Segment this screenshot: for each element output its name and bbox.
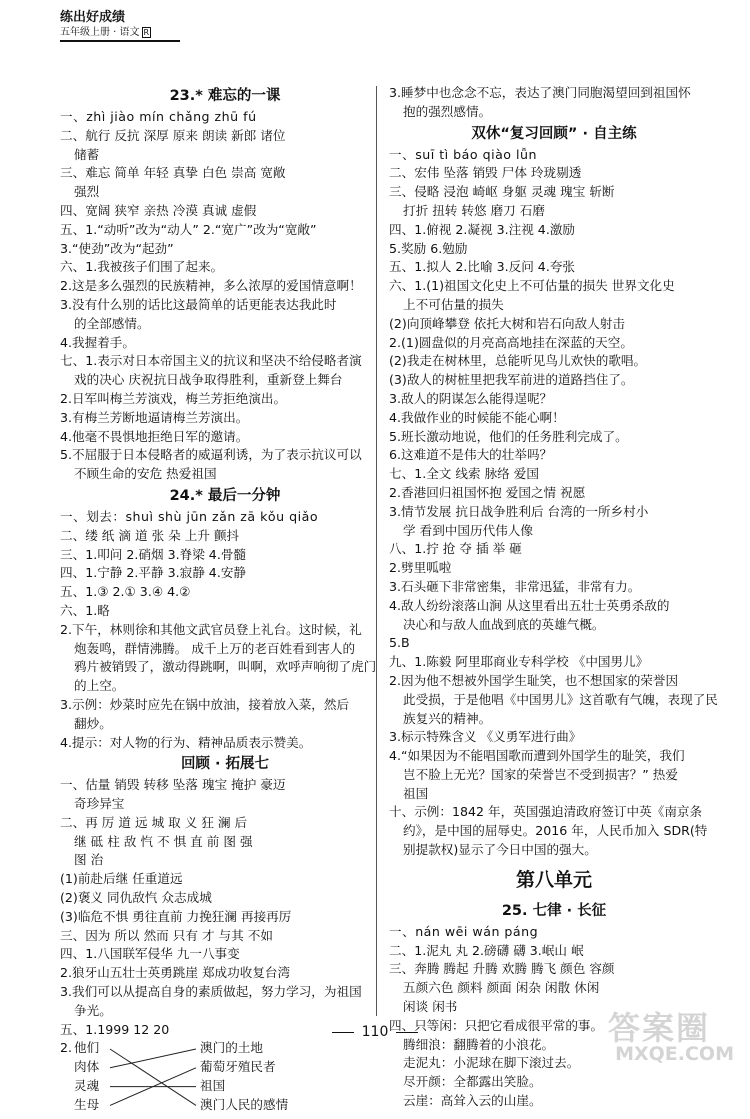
- answer-line: 3.我们可以从提高自身的素质做起，努力学习，为祖国: [60, 984, 362, 1000]
- answer-line: 4.我握着手。: [60, 334, 135, 350]
- answer-line: 八、1.拧 抢 夺 插 举 砸: [389, 541, 522, 557]
- answer-line: 3.示例：炒菜时应先在锅中放油，接着放入菜，然后: [60, 696, 350, 712]
- header-rule: [60, 40, 180, 42]
- edition-badge: R: [143, 27, 150, 37]
- answer-line: 二、再 厉 道 远 城 取 义 狂 澜 后: [60, 814, 248, 830]
- answer-line: (3)敌人的树桩里把我军前进的道路挡住了。: [389, 372, 634, 388]
- answer-line-continued: 争光。: [74, 1002, 112, 1018]
- answer-line: 二、航行 反抗 深厚 原来 朗读 新郎 诸位: [60, 127, 286, 143]
- answer-line-continued: 炮轰鸣，群情沸腾。 成千上万的老百姓看到害人的: [74, 640, 356, 656]
- answer-line: 七、1.全文 线索 脉络 爱国: [389, 466, 539, 482]
- answer-line-continued: 决心和与敌人血战到底的英雄气概。: [403, 616, 605, 632]
- answer-line-continued: 抱的强烈感情。: [403, 103, 492, 119]
- answer-line: 3.没有什么别的话比这最简单的话更能表达我此时: [60, 296, 337, 312]
- answer-line: (2)我走在树林里，总能听见鸟儿欢快的歌唱。: [389, 353, 647, 369]
- answer-line: 4.“如果因为不能唱国歌而遭到外国学生的耻笑，我们: [389, 748, 685, 764]
- page-dash-right: [396, 1032, 418, 1033]
- matching-right-item: 葡萄牙殖民者: [200, 1059, 276, 1075]
- answer-line: 3.敌人的阴谋怎么能得逞呢？: [389, 390, 553, 406]
- right-column: [389, 84, 719, 1111]
- answer-line-continued: 的上空。: [74, 678, 125, 694]
- book-header: [60, 10, 190, 42]
- grade-subject: [60, 26, 190, 39]
- answer-line-continued: 此受损，于是他唱《中国男儿》这首歌有气魄，表现了民: [403, 691, 718, 707]
- matching-right-item: 澳门的土地: [200, 1040, 263, 1056]
- answer-line: 四、宽阔 狭窄 亲热 冷漠 真诚 虚假: [60, 202, 257, 218]
- answer-line-continued: 腾细浪：翻腾着的小浪花。: [403, 1036, 555, 1052]
- answer-line: 6.这难道不是伟大的壮举吗？: [389, 447, 553, 463]
- column-divider: [376, 86, 377, 1016]
- answer-line-continued: 图 治: [74, 852, 104, 868]
- answer-line-continued: 别提款权)显示了今日中国的强大。: [403, 842, 597, 858]
- answer-line: 三、难忘 简单 年轻 真挚 白色 崇高 宽敞: [60, 165, 286, 181]
- answer-line: 2.下午，林则徐和其他文武官员登上礼台。这时候，礼: [60, 621, 362, 637]
- answer-line: 3.情节发展 抗日战争胜利后 台湾的一所乡村小: [389, 503, 649, 519]
- answer-line: 3.睡梦中也念念不忘，表达了澳门同胞渴望回到祖国怀: [389, 85, 691, 100]
- answer-line: 3.石头砸下非常密集，非常迅猛，非常有力。: [389, 578, 641, 594]
- answer-line: 2.因为他不想被外国学生耻笑，也不想国家的荣誉因: [389, 672, 679, 688]
- page-dash-left: [332, 1032, 354, 1033]
- pinyin-line: 一、suī tì báo qiào lǚn: [389, 146, 537, 162]
- matching-right-item: 澳门人民的感情: [200, 1096, 289, 1112]
- answer-line: 五、1.1999 12 20: [60, 1021, 170, 1037]
- answer-line-continued: 岂不脸上无光？国家的荣誉岂不受到损害？” 热爱: [403, 766, 678, 782]
- lesson-title: 23.* 难忘的一课: [169, 88, 281, 104]
- answer-line: 3.有梅兰芳断地逼请梅兰芳演出。: [60, 409, 249, 425]
- answer-line: 五、1.拟人 2.比喻 3.反问 4.夸张: [389, 259, 576, 275]
- answer-line-continued: 戏的决心 庆祝抗日战争取得胜利，重新登上舞台: [74, 372, 343, 388]
- answer-line: 四、1.八国联军侵华 九一八事变: [60, 946, 240, 962]
- answer-line: (1)前赴后继 任重道远: [60, 871, 183, 887]
- series-title: 练出好成绩: [60, 10, 126, 25]
- answer-line: (2)向顶峰攀登 依托大树和岩石向敌人射击: [389, 315, 625, 331]
- answer-line: 2.日军叫梅兰芳演戏，梅兰芳拒绝演出。: [60, 390, 287, 406]
- answer-line-continued: 学 看到中国历代伟人像: [403, 522, 533, 538]
- answer-line: 二、1.泥丸 丸 2.磅礴 礴 3.岷山 岷: [389, 942, 584, 958]
- matching-exercise: [60, 1039, 390, 1119]
- answer-line: 3.标示特殊含义 《义勇军进行曲》: [389, 729, 582, 745]
- answer-line: 一、估量 销毁 转移 坠落 瑰宝 掩护 豪迈: [60, 777, 286, 793]
- answer-line-continued: 祖国: [403, 785, 429, 801]
- answer-line: 5.B: [389, 635, 410, 651]
- watermark-url: MXQE.COM: [615, 1043, 734, 1065]
- answer-line: 六、1.略: [60, 602, 110, 618]
- answer-line-continued: 的全部感情。: [74, 315, 150, 331]
- matching-right-item: 祖国: [200, 1078, 226, 1094]
- watermark-logo-text: 答案圈: [608, 1009, 711, 1047]
- answer-line: 三、侵略 浸泡 崎岖 身躯 灵魂 瑰宝 斩断: [389, 184, 615, 200]
- matching-left-item: 生母: [74, 1096, 100, 1112]
- answer-line-continued: 储蓄: [74, 146, 100, 162]
- answer-line-continued: 鸦片被销毁了，激动得跳啊，叫啊，欢呼声响彻了虎门: [74, 659, 377, 675]
- matching-line: [110, 1049, 196, 1105]
- answer-line: 九、1.陈毅 阿里耶商业专科学校 《中国男儿》: [389, 654, 649, 670]
- answer-line: 五、1.“动听”改为“动人” 2.“宽广”改为“宽敞”: [60, 221, 317, 237]
- answer-line: 4.他毫不畏惧地拒绝日军的邀请。: [60, 428, 249, 444]
- answer-line-continued: 上不可估量的损失: [403, 296, 504, 312]
- answer-line-continued: 约》，是中国的屈辱史。2016 年，人民币加入 SDR(特: [403, 823, 708, 839]
- answer-line-continued: 闲谈 闲书: [403, 999, 458, 1015]
- answer-line: 2.狼牙山五壮士英勇跳崖 郑成功收复台湾: [60, 965, 291, 981]
- answer-line-continued: 尽开颜：全都露出笑脸。: [403, 1074, 542, 1090]
- grade-label: 五年级上册 · 语文: [60, 27, 140, 38]
- answer-line: 4.敌人纷纷滚落山涧 从这里看出五壮士英勇杀敌的: [389, 597, 670, 613]
- page-number: [315, 1024, 435, 1040]
- answer-line: 5.班长激动地说，他们的任务胜利完成了。: [389, 428, 628, 444]
- answer-line: 5.不屈服于日本侵略者的威逼利诱，为了表示抗议可以: [60, 447, 362, 463]
- answer-line: 四、1.宁静 2.平静 3.寂静 4.安静: [60, 565, 247, 581]
- answer-line: 三、奔腾 腾起 升腾 欢腾 腾飞 颜色 容颜: [389, 961, 615, 977]
- lesson-title: 24.* 最后一分钟: [169, 487, 281, 504]
- answer-line: 2.这是多么强烈的民族精神，多么浓厚的爱国情意啊！: [60, 278, 362, 294]
- answer-line: 六、1.我被孩子们围了起来。: [60, 259, 224, 275]
- answer-line: 5.奖励 6.勉励: [389, 240, 468, 256]
- answer-line-continued: 奇珍异宝: [74, 796, 125, 812]
- answer-line: 三、因为 所以 然而 只有 才 与其 不如: [60, 927, 273, 943]
- answer-line-continued: 不顾生命的安危 热爱祖国: [74, 466, 217, 482]
- answer-line: 四、1.俯视 2.凝视 3.注视 4.激励: [389, 221, 576, 237]
- watermark: [608, 1003, 738, 1065]
- answer-line: 4.我做作业的时候能不能心啊！: [389, 409, 565, 425]
- pinyin-line: 一、划去：shuì shù jūn zǎn zā kǒu qiǎo: [60, 508, 319, 524]
- answer-line-continued: 强烈: [74, 184, 100, 200]
- matching-line: [110, 1049, 196, 1068]
- answer-line: 五、1.③ 2.① 3.④ 4.②: [60, 584, 191, 600]
- answer-line-continued: 翻炒。: [74, 715, 112, 731]
- lesson-title: 双休“复习回顾” · 自主练: [471, 125, 637, 142]
- pinyin-line: 一、zhì jiào mín chǎng zhū fú: [60, 109, 257, 124]
- answer-line: 4.提示：对人物的行为、精神品质表示赞美。: [60, 734, 312, 750]
- answer-line: (2)褒义 同仇敌忾 众志成城: [60, 890, 212, 906]
- answer-line: 六、1.(1)祖国文化史上不可估量的损失 世界文化史: [389, 278, 675, 294]
- matching-left-item: 肉体: [74, 1059, 100, 1075]
- answer-line: 3.“使劲”改为“起劲”: [60, 240, 174, 256]
- page-number-text: 110: [361, 1024, 389, 1040]
- answer-line-continued: 云崖：高耸入云的山崖。: [403, 1093, 542, 1109]
- answer-line: 二、缕 纸 滴 道 张 朵 上升 颤抖: [60, 527, 240, 543]
- left-column: [60, 84, 390, 1119]
- answer-line: 三、1.叩问 2.硝烟 3.脊梁 4.骨髓: [60, 546, 247, 562]
- answer-line-continued: 继 砥 柱 敌 忾 不 惧 直 前 图 强: [74, 833, 253, 849]
- answer-line-continued: 族复兴的精神。: [403, 710, 492, 726]
- pinyin-line: 一、nán wēi wán páng: [389, 923, 539, 939]
- answer-line: 七、1.表示对日本帝国主义的抗议和坚决不给侵略者演: [60, 353, 362, 369]
- answer-line: 十、示例：1842 年，英国强迫清政府签订中英《南京条: [389, 804, 703, 820]
- matching-number: 2.: [60, 1040, 73, 1056]
- matching-left-item: 灵魂: [74, 1078, 100, 1094]
- answer-line: 2.劈里呱啦: [389, 560, 452, 576]
- lesson-title: 25. 七律 · 长征: [501, 902, 607, 919]
- unit-title: 第八单元: [515, 868, 592, 891]
- answer-line: 四、只等闲：只把它看成很平常的事。: [389, 1017, 604, 1033]
- answer-line: (3)临危不惧 勇往直前 力挽狂澜 再接再厉: [60, 908, 292, 924]
- answer-line: 二、宏伟 坠落 销毁 尸体 玲珑剔透: [389, 165, 582, 181]
- answer-line-continued: 打折 扭转 转悠 磨刀 石磨: [403, 202, 545, 218]
- answer-line-continued: 五颜六色 颜料 颜面 闲杂 闲散 休闲: [403, 980, 600, 996]
- answer-line: 2.(1)圆盘似的月亮高高地挂在深蓝的天空。: [389, 334, 633, 350]
- answer-line-continued: 走泥丸：小泥球在脚下滚过去。: [403, 1055, 580, 1071]
- lesson-title: 回顾 · 拓展七: [180, 756, 270, 773]
- answer-line: 2.香港回归祖国怀抱 爱国之情 祝愿: [389, 484, 586, 500]
- matching-left-item: 他们: [74, 1040, 100, 1056]
